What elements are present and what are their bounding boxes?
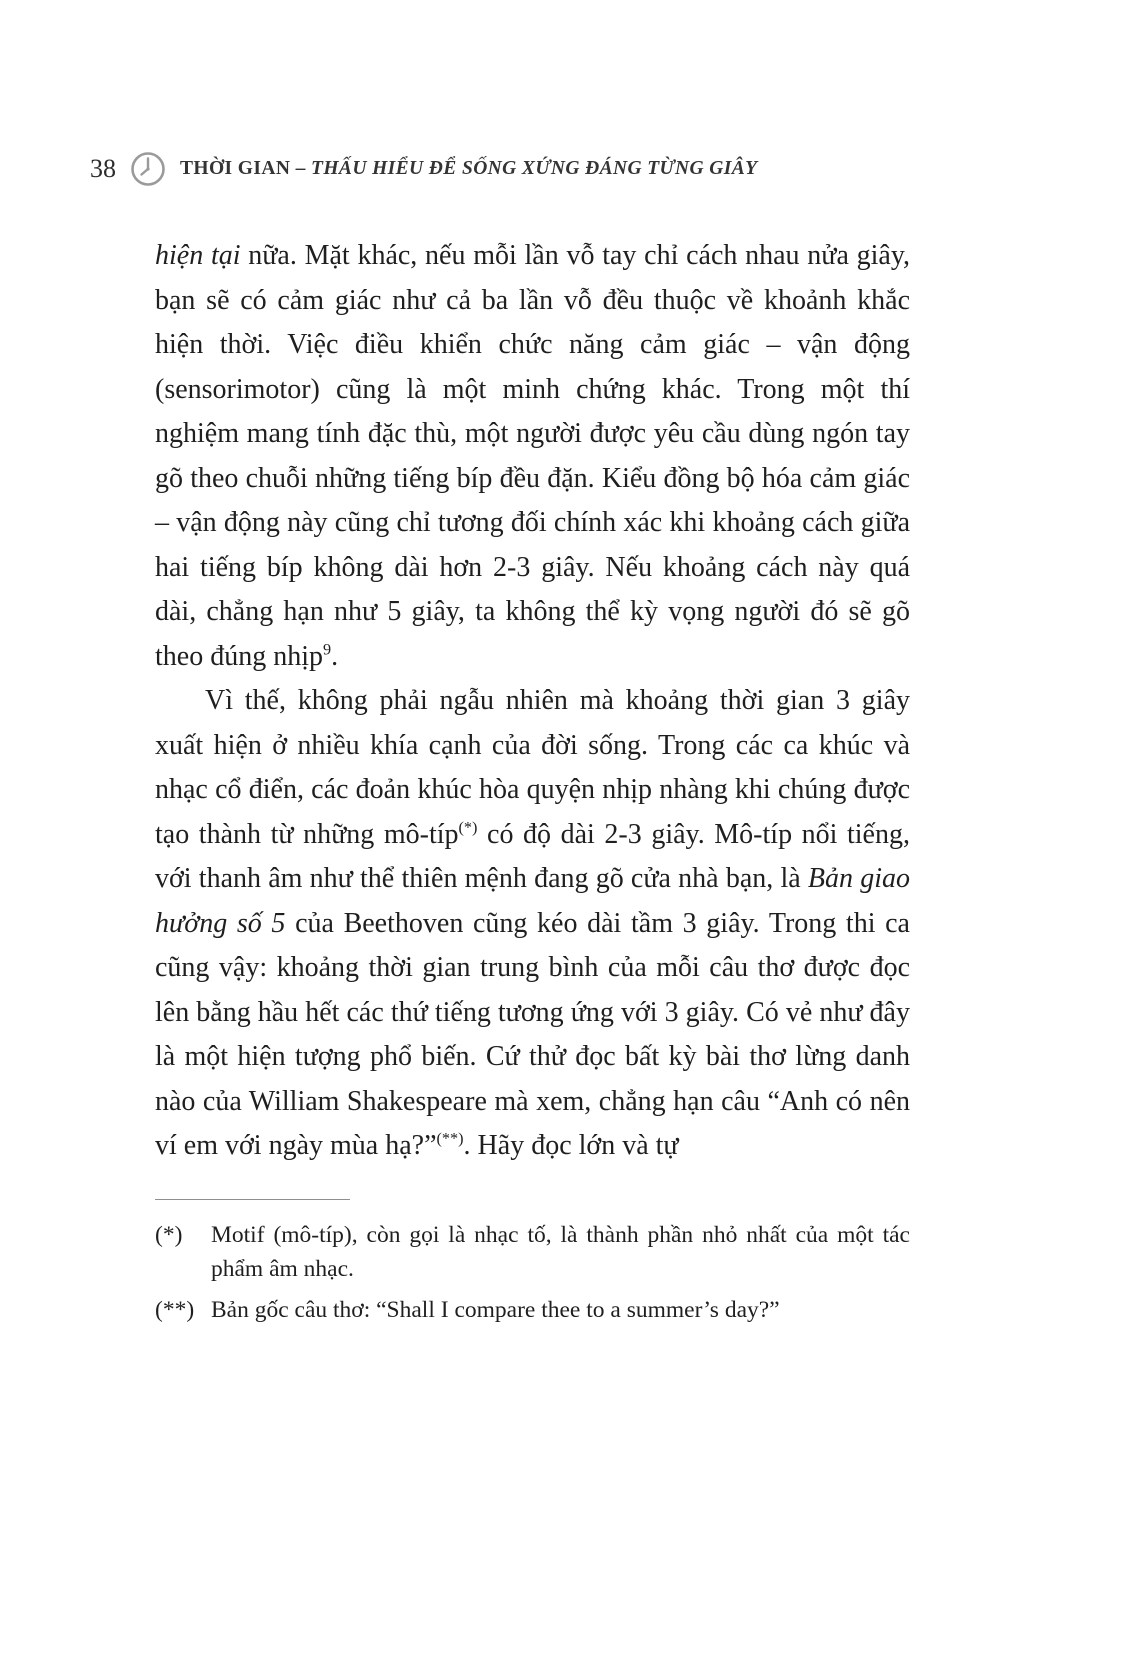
text-segment: Motif (mô-típ), còn gọi là nhạc tố, là thành phần nhỏ nhất của một tác phẩm âm nhạc. xyxy=(211,1221,910,1282)
header-title-italic: THẤU HIỂU ĐỂ SỐNG XỨNG ĐÁNG TỪNG GIÂY xyxy=(311,158,758,179)
text-segment: . xyxy=(331,640,339,672)
footnote-text xyxy=(211,1218,910,1286)
footnote xyxy=(155,1218,910,1286)
body-paragraph xyxy=(155,679,910,1169)
footnote-separator xyxy=(155,1199,350,1200)
clock-icon xyxy=(129,150,167,188)
footnote xyxy=(155,1293,910,1327)
body-paragraph xyxy=(155,234,910,679)
text-segment: hiện tại xyxy=(155,240,241,271)
header-title-prefix: THỜI GIAN – xyxy=(180,158,312,179)
footnote-reference: 9 xyxy=(323,640,332,659)
footnote-marker: (*) xyxy=(155,1221,183,1248)
running-header xyxy=(90,150,910,188)
text-segment: có độ dài 2-3 giây. Mô-típ nổi tiếng, với thanh âm như thể thiên mệnh đang gõ cửa nhà bạn, là xyxy=(155,818,910,894)
header-title xyxy=(180,158,757,180)
text-segment: nữa. Mặt khác, nếu mỗi lần vỗ tay chỉ cách nhau nửa giây, bạn sẽ có cảm giác như cả ba lần vỗ đều thuộc về khoảnh khắc hiện thời. Việc điều khiển chức năng cảm giác – vận động (sensorimotor) cũng là một minh chứng khác. Trong một thí nghiệm mang tính đặc thù, một người được yêu cầu dùng ngón tay gõ theo chuỗi những tiếng bíp đều đặn. Kiểu đồng bộ hóa cảm giác – vận động này cũng chỉ tương đối chính xác khi khoảng cách giữa hai tiếng bíp không dài hơn 2-3 giây. Nếu khoảng cách này quá dài, chẳng hạn như 5 giây, ta không thể kỳ vọng người đó sẽ gõ theo đúng nhịp xyxy=(155,240,911,672)
footnotes xyxy=(155,1218,910,1327)
footnote-text xyxy=(211,1293,910,1327)
text-segment: Bản gốc câu thơ: “Shall I compare thee to a summer’s day?” xyxy=(211,1296,780,1323)
text-segment: Bản giao hưởng số 5 xyxy=(155,863,910,939)
footnote-reference: (*) xyxy=(458,818,478,837)
text-segment: của Beethoven cũng kéo dài tầm 3 giây. Trong thi ca cũng vậy: khoảng thời gian trung bình của mỗi câu thơ được đọc lên bằng hầu hết các thứ tiếng tương ứng với 3 giây. Có vẻ như đây là một hiện tượng phổ biến. Cứ thử đọc bất kỳ bài thơ lừng danh nào của William Shakespeare mà xem, chẳng hạn câu “Anh có nên ví em với ngày mùa hạ?” xyxy=(155,907,910,1161)
text-segment: . Hãy đọc lớn và tự xyxy=(463,1130,679,1161)
body-text xyxy=(155,234,910,1169)
page-number: 38 xyxy=(90,154,116,183)
text-segment: Vì thế, không phải ngẫu nhiên mà khoảng thời gian 3 giây xuất hiện ở nhiều khía cạnh của đời sống. Trong các ca khúc và nhạc cổ điển, các đoản khúc hòa quyện nhịp nhàng khi chúng được tạo thành từ những mô-típ xyxy=(155,685,910,850)
footnote-marker: (**) xyxy=(155,1296,195,1323)
footnote-reference: (**) xyxy=(436,1129,464,1148)
